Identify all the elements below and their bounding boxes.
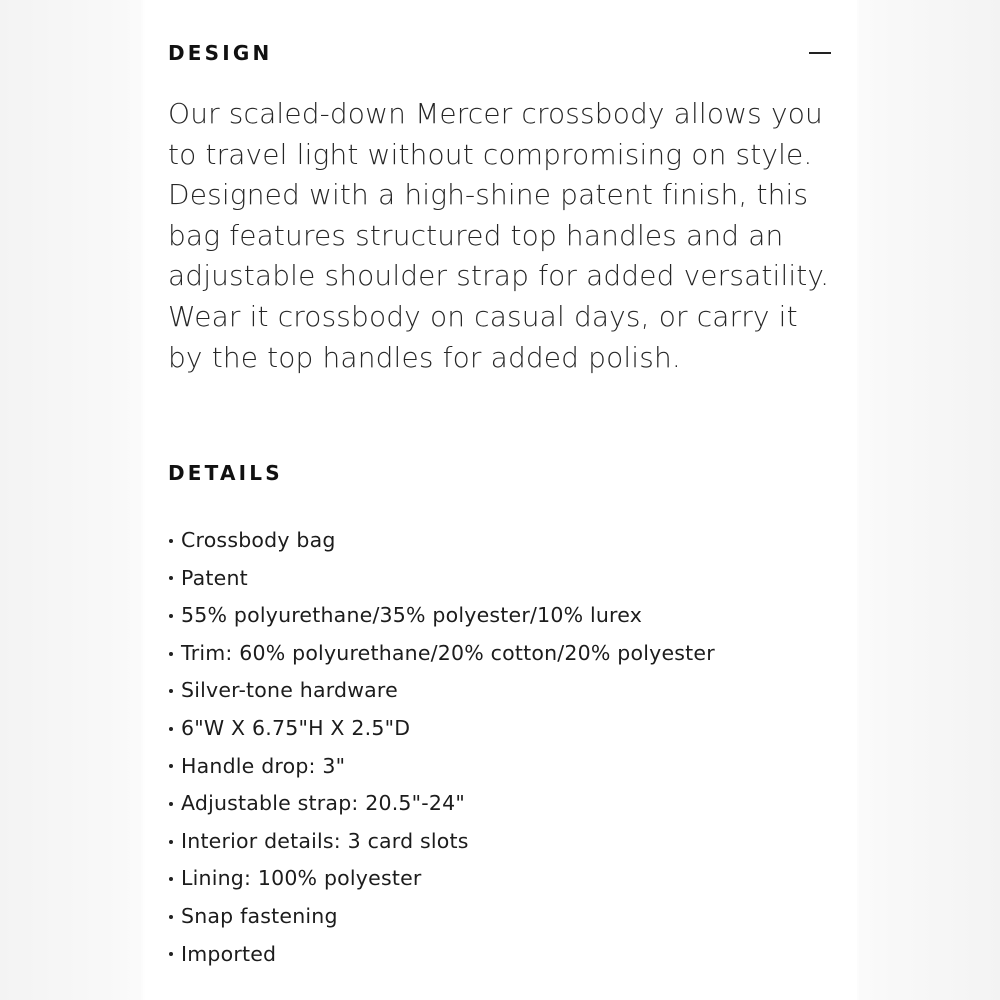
list-item — [168, 860, 848, 898]
list-item — [168, 597, 848, 635]
list-item — [168, 672, 848, 710]
detail-text: Patent — [181, 565, 248, 590]
list-item — [168, 898, 848, 936]
list-item — [168, 936, 848, 974]
detail-text: Silver-tone hardware — [181, 678, 398, 703]
bullet-icon — [169, 840, 173, 844]
list-item — [168, 710, 848, 748]
bullet-icon — [169, 576, 173, 580]
list-item — [168, 748, 848, 786]
list-item — [168, 823, 848, 861]
detail-text: Lining: 100% polyester — [181, 866, 422, 891]
detail-text: 6"W X 6.75"H X 2.5"D — [181, 715, 411, 740]
design-section-header[interactable] — [168, 38, 833, 68]
list-item — [168, 635, 848, 673]
bullet-icon — [169, 877, 173, 881]
bullet-icon — [169, 652, 173, 656]
bullet-icon — [169, 539, 173, 543]
details-list — [168, 522, 848, 973]
detail-text: Crossbody bag — [181, 528, 336, 552]
bullet-icon — [169, 952, 173, 956]
detail-text: Trim: 60% polyurethane/20% cotton/20% polyester — [181, 640, 715, 665]
design-section-title: DESIGN — [168, 41, 273, 65]
details-section-header — [168, 458, 833, 488]
list-item — [168, 522, 848, 560]
bullet-icon — [169, 614, 173, 618]
bullet-icon — [169, 915, 173, 919]
minus-icon[interactable] — [809, 52, 831, 54]
bullet-icon — [169, 764, 173, 768]
details-section-title: DETAILS — [168, 461, 283, 485]
detail-text: Handle drop: 3" — [181, 753, 346, 778]
bullet-icon — [169, 727, 173, 731]
bullet-icon — [169, 802, 173, 806]
detail-text: Interior details: 3 card slots — [181, 828, 469, 853]
design-description: Our scaled-down Mercer crossbody allows you to travel light without compromising on style. Designed with a high-shine patent finish, this bag features structured top handles and an adjustable shoulder strap for added versatility. Wear it crossbody on casual days, or carry it by the top handles for added polish. — [168, 97, 830, 374]
bullet-icon — [169, 689, 173, 693]
list-item — [168, 785, 848, 823]
detail-text: Imported — [181, 941, 277, 966]
list-item — [168, 560, 848, 598]
detail-text: Snap fastening — [181, 903, 338, 928]
detail-text: Adjustable strap: 20.5"-24" — [181, 791, 466, 816]
detail-text: 55% polyurethane/35% polyester/10% lurex — [181, 603, 643, 628]
